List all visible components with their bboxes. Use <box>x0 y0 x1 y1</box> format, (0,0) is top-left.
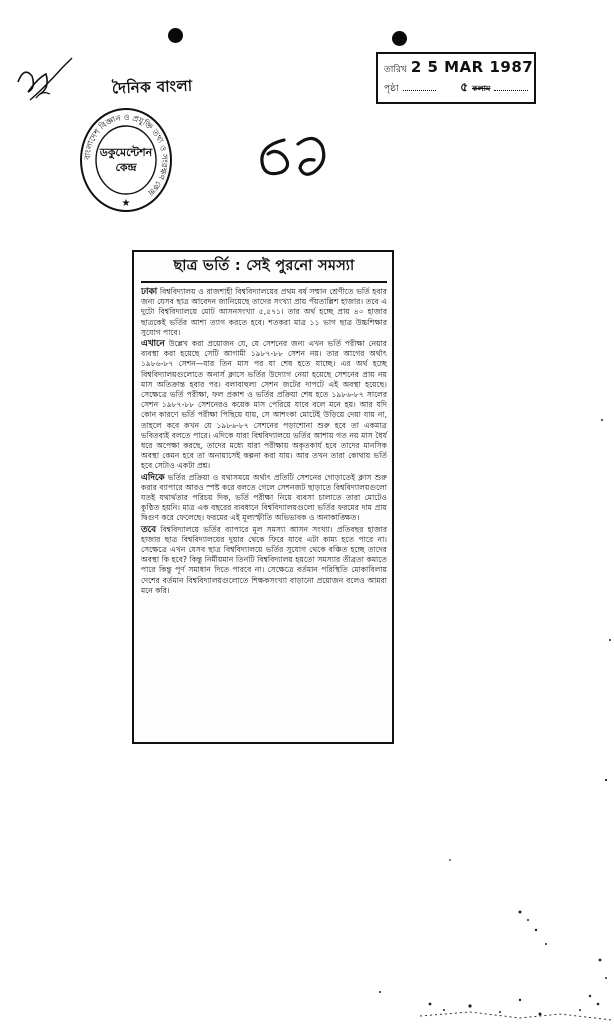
newspaper-clipping <box>132 250 394 744</box>
newspaper-name: দৈনিক বাংলা <box>111 76 193 98</box>
handwritten-folio-number <box>254 128 330 186</box>
punch-hole-right <box>392 31 407 46</box>
article-paragraph-1: ঢাকা বিশ্ববিদ্যালয় ও রাজশাহী বিশ্ববিদ্যালয়ের প্রথম বর্ষ সম্মান শ্রেণীতে ভর্তি হবার জন্য যেসব ছাত্র আবেদন জানিয়েছে তাদের সংখ্যা প্রায় পঁয়তাল্লিশ হাজার। তবে এ দুটো বিশ্ববিদ্যালয়ে মোট আসনসংখ্যা ৫,৫৭১। তার অর্থ হচ্ছে প্রায় ৪০ হাজার ছাত্রকেই ভর্তির আশা ত্যাগ করতে হবে। শতকরা মাত্র ১১ ভাগ ছাত্র উচ্চশিক্ষার সুযোগ পাবে। <box>141 287 387 337</box>
article-paragraph-4: তবে বিশ্ববিদ্যালয়ে ভর্তির ব্যাপারে মূল সমস্যা আসন সংখ্যা। প্রতিবছর হাজার হাজার ছাত্র বিশ্ববিদ্যালয়ের দুয়ার থেকে ফিরে যাবে এটা কাম্য হতে পারে না। সেক্ষেত্রে এখন যেসব ছাত্র বিশ্ববিদ্যালয়ে ভর্তির সুযোগ থেকে বঞ্চিত হচ্ছে তাদের অবস্থা কি হবে? কিন্তু নির্মীয়মান তিনটি বিশ্ববিদ্যালয় হয়তো সমস্যার তীব্রতা কমাতে পারে কিন্তু পূর্ণ সমাধান দিতে পারবে না। সেক্ষেত্রে বর্তমান পরিস্থিতি মোকাবিলায় দেশের বর্তমান বিশ্ববিদ্যালয়গুলোতে শিক্ষকসংখ্যা বাড়ানো প্রয়োজন বলেও আমরা মনে করি। <box>141 524 387 595</box>
article-paragraph-3: এদিকে ভর্তির প্রক্রিয়া ও যথাসময়ে অর্থাৎ প্রতিটি সেশনের গোড়াতেই ক্লাস শুরু করার ব্যাপারে আরও স্পষ্ট করে বলতে গেলে সেশনজট ছাড়াতে বিশ্ববিদ্যালয়গুলো যতই যথার্থতার পরিচয় দিক, ভর্তি পরীক্ষা নিয়ে ব্যবসা চালাতে তারা মোটেও কুণ্ঠিত হয়নি। মাত্র এক বছরের ব্যবধানে বিশ্ববিদ্যালয়গুলো ভর্তির ফরমের দাম প্রায় দ্বিগুণ করে ফেলেছে। ফরমের এই মূল্যস্ফীতি অভিভাবক ও অনাকাঙ্ক্ষিত। <box>141 472 387 523</box>
punch-hole-left <box>168 28 183 43</box>
svg-text:★: ★ <box>121 198 131 209</box>
seal-center <box>94 145 158 175</box>
page-label: পৃষ্ঠা <box>384 84 399 94</box>
page-dotted-line <box>403 82 437 91</box>
page-value: ৫ <box>460 80 469 94</box>
date-value: 2 5 MAR 1987 <box>410 58 534 76</box>
column-label: কলাম <box>472 84 491 93</box>
article-headline: ছাত্র ভর্তি : সেই পুরনো সমস্যা <box>141 255 387 283</box>
folio-number-text: ৪৩ <box>290 183 294 185</box>
seal-center-line2: কেন্দ্র <box>115 161 137 174</box>
seal-center-line1: ডকুমেন্টেশন <box>99 146 153 159</box>
date-stamp <box>376 52 536 104</box>
date-label: তারিখ <box>384 65 407 75</box>
seal-ring-text: বাংলাদেশ বিজ্ঞান ও প্রযুক্তি তথ্য ও সংরক্ষণ কেন্দ্র <box>82 112 170 198</box>
column-dotted-line <box>494 82 528 91</box>
article-paragraph-2: এখানে উল্লেখ করা প্রয়োজন যে, যে সেশনের জন্য এখন ভর্তি পরীক্ষা নেয়ার ব্যবস্থা করা হয়েছে সেটি আগামী ১৯৮৭-৮৮ সেশন নয়। তার আগের অর্থাৎ ১৯৮৬-৮৭ সেশন—যার তিন মাস পর যা শেষ হতে যাচ্ছে। এর অর্থ হচ্ছে বিশ্ববিদ্যালয়গুলোতে অনার্স ক্লাসে ভর্তির উদ্যোগ নেয়া হয়েছে সেশনের প্রায় নয় মাস অতিক্রান্ত হবার পর। বলাবাহুল্য সেশন জটের দাপটে এই অবস্থা হয়েছে। সেক্ষেত্রে ভর্তি পরীক্ষা, ফল প্রকাশ ও ভর্তির প্রক্রিয়া শেষ হতে ১৯৮৬-৮৭ সালের সেশন ১৯৮৭-৮৮ সেশনেরও কয়েক মাস পেরিয়ে যাবে বলে মনে হয়। আর যদি কোন কারণে ভর্তি পরীক্ষা পিছিয়ে যায়, সে আশংকা মোটেই উড়িয়ে দেয়া যায় না, তাহলে কবে কখন যে ১৯৮৬-৮৭ সেশনের পড়াশোনা শুরু হবে তা একমাত্র ভবিতব্যই বলতে পারে। এদিকে যারা বিশ্ববিদ্যালয়ে ভর্তির আশায় গত নয় মাস ধৈর্য ধরে অপেক্ষা করছে, তাদের মধ্যে যারা পরীক্ষায় অকৃতকার্য হবে তাদের মানসিক অবস্থা কেমন হবে তা অনায়াসেই কল্পনা করা যায়। আর তখন তারা কোথায় ভর্তি হবে সেটাও একটা প্রশ্ন। <box>141 339 387 471</box>
handwritten-mark <box>10 48 80 108</box>
